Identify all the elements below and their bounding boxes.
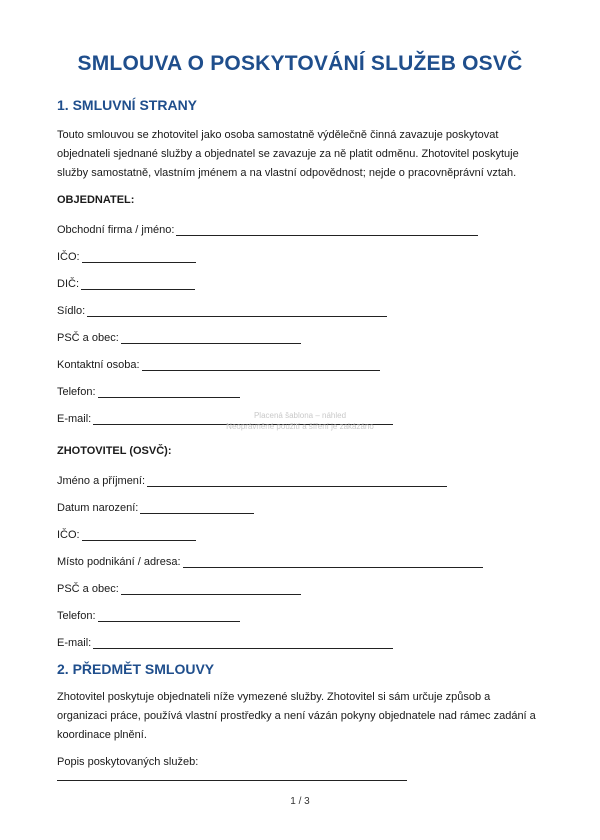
client-contact-person-field[interactable] (57, 355, 380, 371)
fill-line[interactable] (183, 557, 483, 568)
field-label: Telefon: (57, 610, 96, 622)
client-zip-city-field[interactable] (57, 328, 301, 344)
watermark-line: Neoprávněné použití a šíření je zakázáno (226, 422, 374, 431)
fill-line[interactable] (81, 279, 195, 290)
fill-line[interactable] (121, 333, 301, 344)
contractor-address-field[interactable] (57, 552, 483, 568)
paragraph-line: služby samostatně, vlastním jménem a na vlastní odpovědnost; nejde o pracovněprávní vztah. (57, 167, 517, 179)
client-dic-field[interactable] (57, 274, 195, 290)
field-label: DIČ: (57, 278, 79, 290)
page-number: 1 / 3 (290, 796, 310, 807)
field-label: Datum narození: (57, 502, 139, 514)
field-label: IČO: (57, 529, 80, 541)
fill-line[interactable] (93, 638, 393, 649)
fill-line[interactable] (82, 252, 196, 263)
parties-paragraph (57, 126, 545, 183)
paragraph-line: koordinace plnění. (57, 729, 147, 741)
client-seat-field[interactable] (57, 301, 387, 317)
client-name-field[interactable] (57, 220, 478, 236)
services-description-line[interactable] (57, 780, 407, 781)
contractor-zip-city-field[interactable] (57, 579, 301, 595)
field-label: Místo podnikání / adresa: (57, 556, 181, 568)
fill-line[interactable] (98, 387, 240, 398)
section-heading-subject: 2. PŘEDMĚT SMLOUVY (57, 661, 215, 677)
paragraph-line: organizaci práce, používá vlastní prostředky a není vázán pokyny objednatele nad rámec zadání a (57, 710, 536, 722)
fill-line[interactable] (142, 360, 380, 371)
field-label: Jméno a příjmení: (57, 475, 146, 487)
document-title: SMLOUVA O POSKYTOVÁNÍ SLUŽEB OSVČ (77, 52, 523, 75)
field-label: E-mail: (57, 637, 92, 649)
contractor-email-field[interactable] (57, 633, 393, 649)
contractor-ico-field[interactable] (57, 525, 196, 541)
contractor-label: ZHOTOVITEL (OSVČ): (57, 445, 172, 457)
contractor-birthdate-field[interactable] (57, 498, 254, 514)
field-label: Sídlo: (57, 305, 86, 317)
services-description-label-row (57, 752, 198, 768)
paragraph-line: Touto smlouvou se zhotovitel jako osoba samostatně výdělečně činná zavazuje poskytovat (57, 129, 499, 141)
preview-watermark (0, 410, 600, 432)
field-label: PSČ a obec: (57, 583, 119, 595)
client-label: OBJEDNATEL: (57, 194, 135, 206)
fill-line[interactable] (176, 225, 478, 236)
field-label: Popis poskytovaných služeb: (57, 756, 199, 768)
section-heading-parties: 1. SMLUVNÍ STRANY (57, 97, 198, 113)
paragraph-line: objednateli sjednané služby a objednatel se zavazuje za ně platit odměnu. Zhotovitel poskytuje (57, 148, 519, 160)
field-label: E-mail: (57, 413, 92, 425)
field-label: Telefon: (57, 386, 96, 398)
watermark-line: Placená šablona – náhled (253, 411, 347, 420)
fill-line[interactable] (140, 503, 254, 514)
fill-line[interactable] (98, 611, 240, 622)
client-phone-field[interactable] (57, 382, 240, 398)
field-label: Kontaktní osoba: (57, 359, 140, 371)
subject-paragraph (57, 688, 545, 745)
contractor-name-field[interactable] (57, 471, 447, 487)
field-label: IČO: (57, 251, 80, 263)
fill-line[interactable] (121, 584, 301, 595)
fill-line[interactable] (87, 306, 387, 317)
fill-line[interactable] (147, 476, 447, 487)
field-label: Obchodní firma / jméno: (57, 224, 175, 236)
field-label: PSČ a obec: (57, 332, 119, 344)
fill-line[interactable] (82, 530, 196, 541)
contractor-phone-field[interactable] (57, 606, 240, 622)
paragraph-line: Zhotovitel poskytuje objednateli níže vymezené služby. Zhotovitel si sám určuje způsob a (57, 691, 491, 703)
client-ico-field[interactable] (57, 247, 196, 263)
